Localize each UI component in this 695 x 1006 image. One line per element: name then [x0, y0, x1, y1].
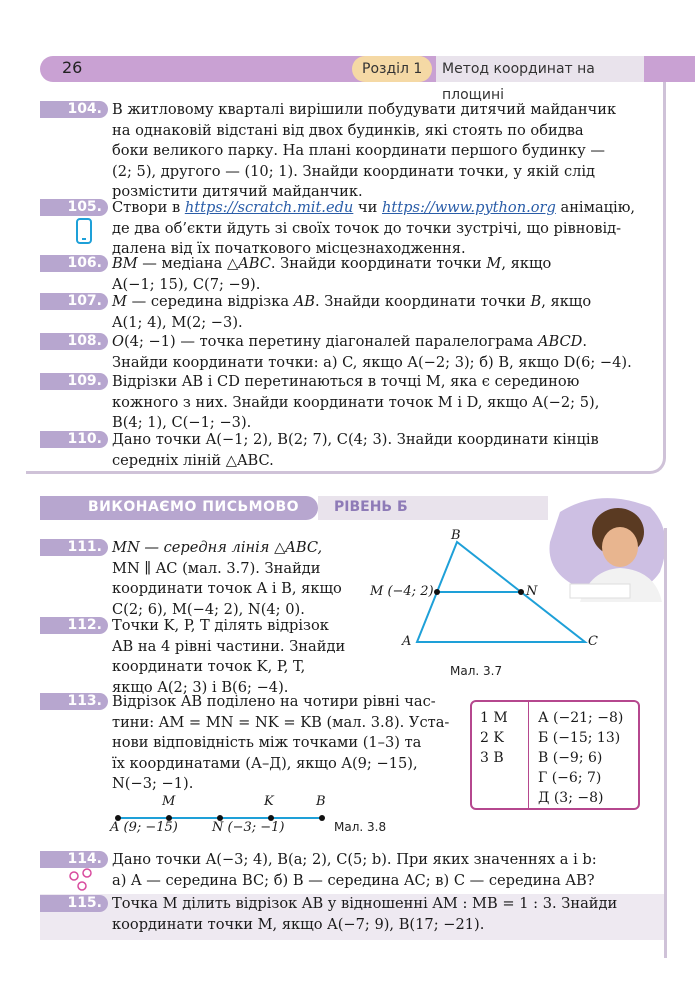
- page-header: [0, 54, 695, 103]
- problem-text: C(2; 6), M(−4; 2), N(4; 0).: [112, 600, 305, 618]
- problem-text: їх координатами (А–Д), якщо A(9; −15),: [112, 754, 418, 772]
- label-b: B: [316, 794, 326, 809]
- problem-number: 106.: [40, 255, 108, 272]
- python-link[interactable]: https://www.python.org: [381, 199, 556, 216]
- problem-text: AB на 4 рівні частини. Знайди: [112, 637, 346, 655]
- problem-106: [40, 254, 654, 295]
- problem-text: B: [530, 293, 542, 310]
- problem-113: [40, 692, 460, 795]
- problem-108: [40, 332, 654, 373]
- problem-text: A(−1; 15), C(7; −9).: [112, 275, 261, 293]
- problem-text: ABC: [238, 255, 271, 272]
- scratch-link[interactable]: https://scratch.mit.edu: [184, 199, 354, 216]
- smartphone-icon: [76, 218, 92, 244]
- problem-110: [40, 430, 654, 471]
- problem-107: [40, 292, 654, 333]
- problem-text: Точка M ділить відрізок AB у відношенні AM : MB = 1 : 3. Знайди: [112, 895, 618, 912]
- point-b: [319, 815, 325, 821]
- problem-number: 110.: [40, 431, 108, 448]
- problem-text: Точки K, P, T ділять відрізок: [112, 617, 329, 634]
- table-divider: [528, 702, 529, 808]
- problem-text: чи: [353, 199, 382, 216]
- chapter-label: Розділ 1: [352, 56, 432, 82]
- label-n: N: [526, 584, 538, 599]
- figure-caption: Мал. 3.8: [334, 820, 387, 834]
- match-item: Б (−15; 13): [538, 730, 621, 746]
- frame-border: [664, 528, 667, 958]
- label-b: B: [451, 528, 461, 543]
- problem-text: боки великого парку. На плані координати першого будинку —: [112, 142, 605, 159]
- problem-number: 105.: [40, 199, 108, 216]
- problem-text: тини: AM = MN = NK = KB (мал. 3.8). Уста-: [112, 713, 450, 731]
- problem-text: , якщо: [541, 293, 592, 310]
- problem-104: [40, 100, 654, 203]
- label-k: K: [264, 794, 274, 809]
- problem-text: розмістити дитячий майданчик.: [112, 183, 363, 200]
- point-n: [518, 589, 524, 595]
- problem-105: [40, 198, 654, 260]
- label-c: C: [588, 634, 598, 649]
- match-right-column: [538, 708, 623, 808]
- problem-text: , якщо: [501, 255, 552, 272]
- problem-text: Відрізок AB поділено на чотири рівні час-: [112, 693, 436, 710]
- problem-text: В житловому кварталі вирішили побудувати дитячий майданчик: [112, 101, 617, 118]
- problem-text: (4; −1) — точка перетину діагоналей паралелограма: [123, 333, 538, 350]
- problem-text: на однаковій відстані від двох будинків, які стоять по обидва: [112, 121, 584, 139]
- problem-text: Знайди координати точки: а) C, якщо A(−2; 3); б) B, якщо D(6; −4).: [112, 353, 632, 371]
- label-a: A: [402, 634, 412, 649]
- match-left-column: [480, 708, 508, 768]
- problem-number: 109.: [40, 373, 108, 390]
- problem-text: AB: [293, 293, 315, 310]
- problem-number: 114.: [40, 851, 108, 868]
- problem-number: 107.: [40, 293, 108, 310]
- chapter-tab: [646, 56, 695, 82]
- label-m: M: [162, 794, 176, 809]
- group-work-icon: [68, 866, 94, 892]
- problem-text: Дано точки A(−1; 2), B(2; 7), C(4; 3). Знайди координати кінців: [112, 431, 599, 448]
- problem-text: Дано точки A(−3; 4), B(a; 2), C(5; b). При яких значеннях a і b:: [112, 851, 597, 868]
- problem-text: Створи в: [112, 199, 185, 216]
- problem-109: [40, 372, 654, 434]
- match-item: Д (3; −8): [538, 790, 604, 806]
- problem-text: координати точок A і B, якщо: [112, 580, 342, 597]
- problem-text: де два об’єкти йдуть зі своїх точок до точки зустрічі, що рівновід-: [112, 219, 622, 237]
- problem-text: B(4; 1), C(−1; −3).: [112, 414, 252, 431]
- match-item: Г (−6; 7): [538, 770, 602, 786]
- problem-number: 108.: [40, 333, 108, 350]
- problem-text: Відрізки AB і CD перетинаються в точці M, яка є серединою: [112, 373, 580, 390]
- problem-text: якщо A(2; 3) і B(6; −4).: [112, 678, 289, 696]
- problem-text: — медіана △: [137, 255, 239, 272]
- problem-number: 111.: [40, 539, 108, 556]
- problem-text: O: [112, 333, 124, 350]
- problem-text: MN — середня лінія △ABC,: [112, 539, 323, 556]
- problem-114: [40, 850, 654, 891]
- problem-text: MN ∥ AC (мал. 3.7). Знайди: [112, 559, 321, 577]
- problem-text: M: [112, 293, 127, 310]
- problem-text: ABCD: [537, 333, 583, 350]
- problem-text: координати точок K, P, T,: [112, 658, 306, 675]
- problem-text: кожного з них. Знайди координати точок M і D, якщо A(−2; 5),: [112, 393, 600, 411]
- problem-text: середніх ліній △ABC.: [112, 451, 274, 469]
- match-item: 1 M: [480, 710, 508, 726]
- problem-text: M: [486, 255, 502, 272]
- problem-number: 115.: [40, 895, 108, 912]
- match-item: 3 B: [480, 750, 504, 766]
- label-m: M (−4; 2): [370, 584, 434, 599]
- problem-text: N(−3; −1).: [112, 775, 194, 792]
- problem-text: а) A — середина BC; б) B — середина AC; в) C — середина AB?: [112, 871, 595, 889]
- problem-115: [40, 894, 654, 935]
- problem-text: (2; 5), другого — (10; 1). Знайди координати точки, у якій слід: [112, 162, 596, 180]
- problem-111: [40, 538, 360, 620]
- problem-112: [40, 616, 360, 698]
- match-item: В (−9; 6): [538, 750, 603, 766]
- problem-text: A(1; 4), M(2; −3).: [112, 313, 243, 331]
- label-n: N (−3; −1): [212, 820, 285, 835]
- problem-text: — середина відрізка: [126, 293, 294, 310]
- problem-text: анімацію,: [555, 199, 636, 216]
- problem-text: . Знайди координати точки: [314, 293, 531, 310]
- problem-text: координати точки M, якщо A(−7; 9), B(17; −21).: [112, 915, 485, 933]
- figure-caption: Мал. 3.7: [450, 664, 503, 678]
- problem-text: далена від їх початкового місцезнаходження.: [112, 240, 466, 257]
- match-item: 2 K: [480, 730, 504, 746]
- problem-text: нови відповідність між точками (1–3) та: [112, 734, 422, 751]
- problem-text: . Знайди координати точки: [270, 255, 487, 272]
- label-a: A (9; −15): [110, 820, 178, 835]
- problem-number: 112.: [40, 617, 108, 634]
- matching-table: [470, 700, 640, 810]
- page-number: 26: [62, 58, 83, 77]
- level-title: РІВЕНЬ Б: [334, 499, 408, 515]
- chapter-title: Метод координат на площині: [436, 56, 644, 82]
- problem-number: 104.: [40, 101, 108, 118]
- problem-text: .: [582, 333, 587, 350]
- problem-number: 113.: [40, 693, 108, 710]
- section-title: ВИКОНАЄМО ПИСЬМОВО: [88, 499, 300, 515]
- problem-text: BM: [112, 255, 138, 272]
- match-item: А (−21; −8): [538, 710, 624, 726]
- point-m: [434, 589, 440, 595]
